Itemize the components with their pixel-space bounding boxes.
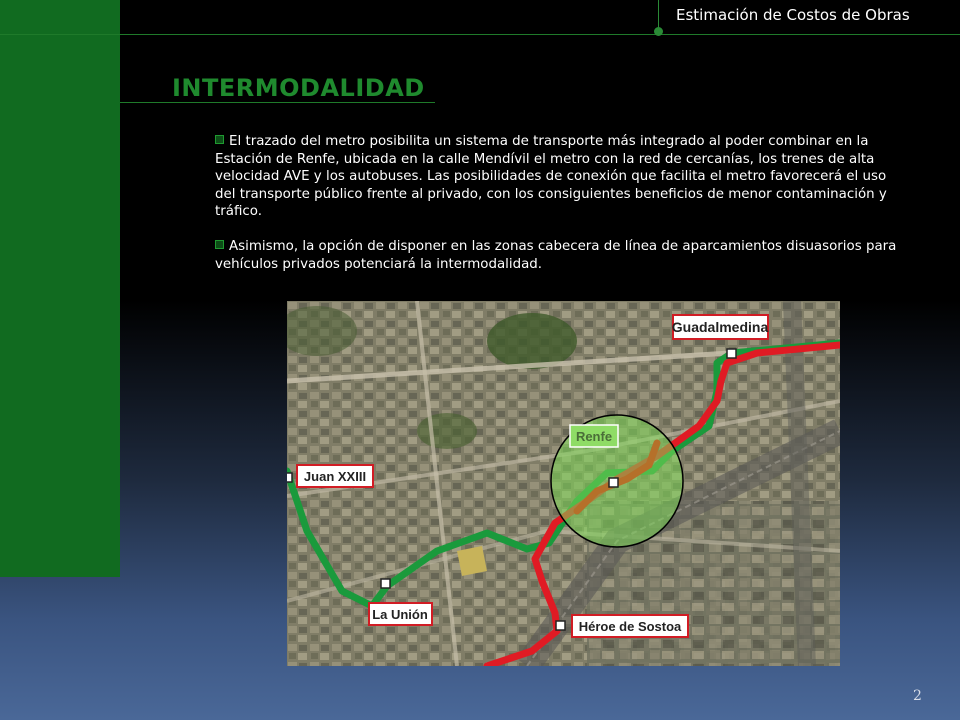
section-title: INTERMODALIDAD <box>172 74 425 102</box>
label-juan: Juan XXIII <box>303 469 367 484</box>
side-panel <box>0 0 120 577</box>
title-underline <box>120 102 435 103</box>
station-marker-heroe <box>556 621 565 630</box>
header-rule <box>0 34 960 35</box>
page-number: 2 <box>913 688 922 704</box>
presentation-title: Estimación de Costos de Obras <box>676 6 910 24</box>
label-renfe: Renfe <box>575 429 613 444</box>
station-marker-guadalmedina <box>727 349 736 358</box>
metro-map <box>287 301 840 666</box>
paragraph-1 <box>215 133 905 221</box>
aerial-map-svg <box>287 301 840 666</box>
label-heroe: Héroe de Sostoa <box>578 619 682 634</box>
station-marker-juan <box>287 473 292 482</box>
paragraph-2 <box>215 238 905 273</box>
label-guadalmedina: Guadalmedina <box>671 319 769 335</box>
checkbox-bullet-icon <box>215 240 224 249</box>
station-marker-union <box>381 579 390 588</box>
label-union: La Unión <box>372 607 428 622</box>
checkbox-bullet-icon <box>215 135 224 144</box>
station-marker-renfe <box>609 478 618 487</box>
paragraph-1-text: El trazado del metro posibilita un sistema de transporte más integrado al poder combinar en la Estación de Renfe, ubicada en la calle Mendívil el metro con la red de cercanías, los trenes de alta velocidad AVE y los autobuses. Las posibilidades de conexión que facilita el metro favorecerá el uso del transporte público frente al privado, con los consiguientes beneficios de menor contaminación y tráfico. <box>215 134 887 220</box>
body-text <box>215 133 905 290</box>
header-dot <box>654 27 663 36</box>
paragraph-2-text: Asimismo, la opción de disponer en las zonas cabecera de línea de aparcamientos disuasorios para vehículos privados potenciará la intermodalidad. <box>215 238 897 272</box>
